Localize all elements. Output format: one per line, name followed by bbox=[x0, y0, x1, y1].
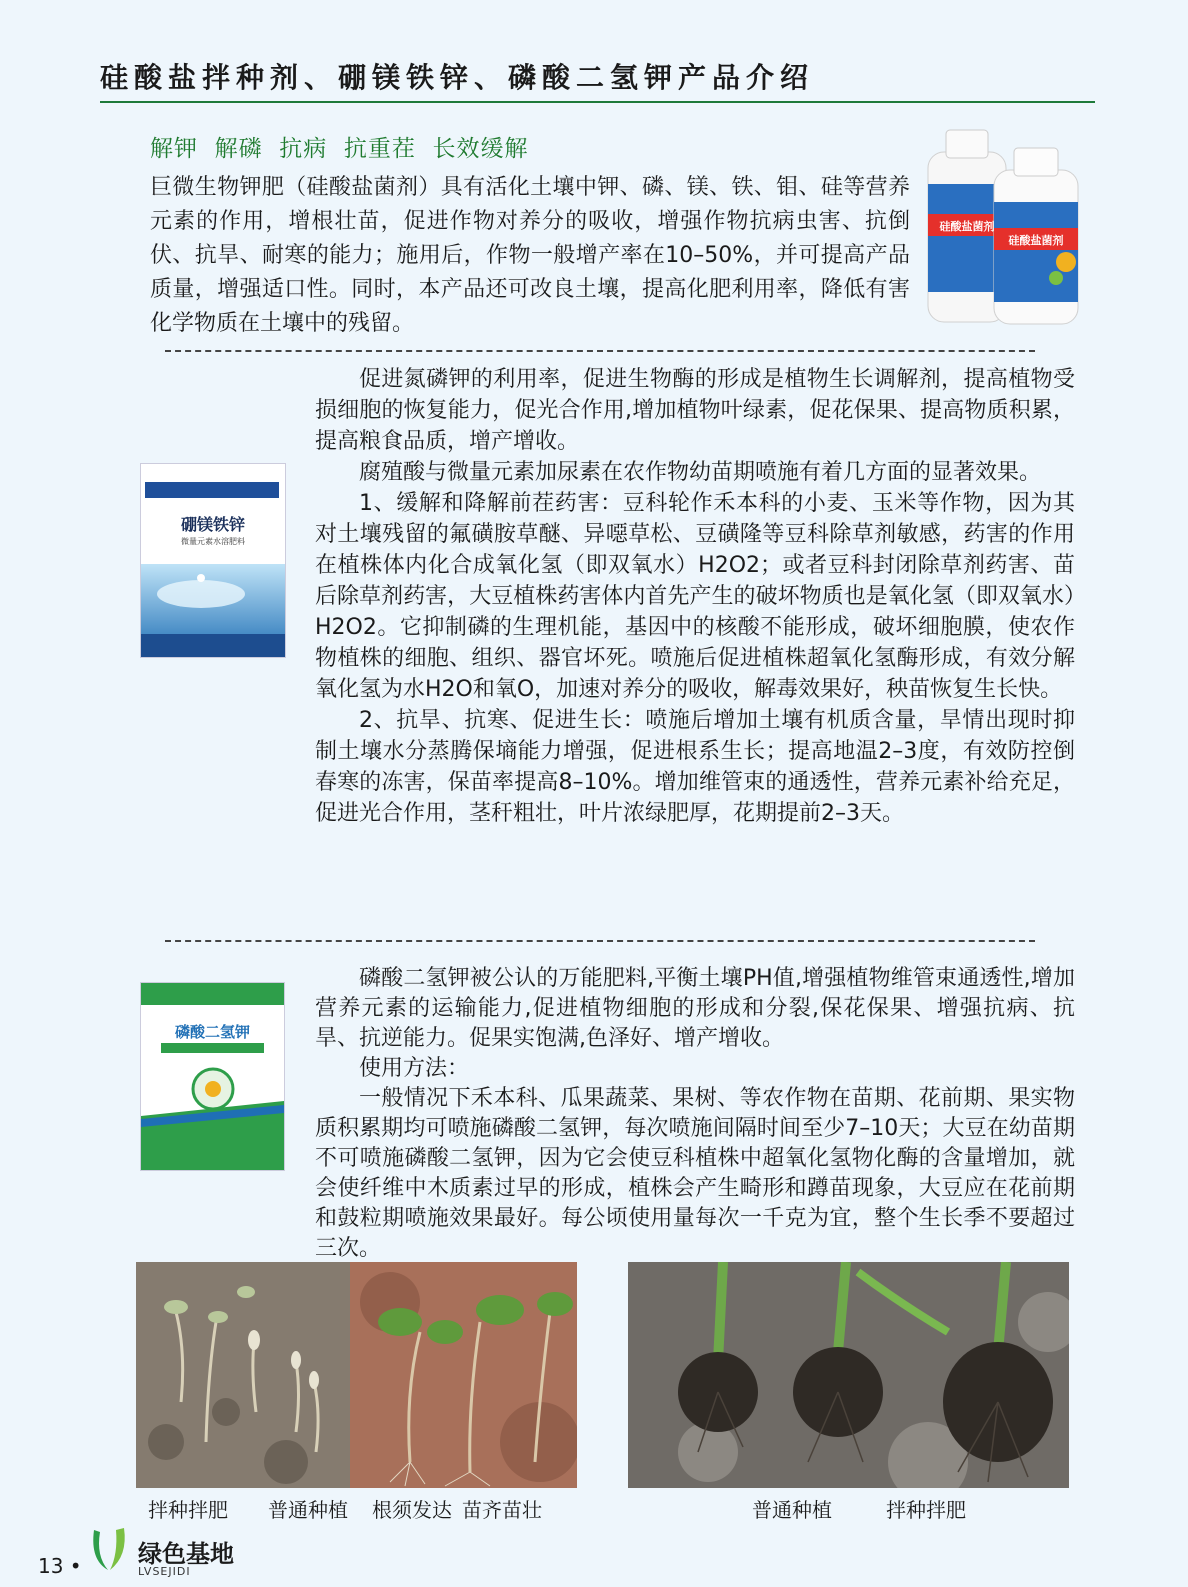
silicate-bottles-image bbox=[922, 122, 1084, 327]
product-box-title: 硼镁铁锌 bbox=[180, 515, 245, 534]
section3-text bbox=[315, 964, 1075, 1264]
section3-paragraph-2: 使用方法： bbox=[359, 1056, 470, 1081]
header-divider bbox=[100, 101, 1095, 103]
divider-2 bbox=[165, 940, 1035, 942]
caption-normal-planting-2: 普通种植 bbox=[752, 1498, 832, 1522]
product-box-subtitle: 微量元素水溶肥料 bbox=[181, 537, 245, 546]
corn-roots-photo bbox=[628, 1262, 1069, 1488]
section1-text bbox=[150, 171, 910, 341]
seedling-soil-photo bbox=[136, 1262, 350, 1488]
boron-magnesium-product-image bbox=[140, 463, 286, 658]
brand-name: 绿色基地 bbox=[138, 1540, 234, 1568]
divider-1 bbox=[165, 350, 1035, 352]
section2-paragraph-1: 促进氮磷钾的利用率，促进生物酶的形成是植物生长调解剂，提高植物受损细胞的恢复能力，促光合作用,增加植物叶绿素，促花保果、提高物质积累，提高粮食品质，增产增收。 bbox=[315, 367, 1075, 454]
brand-name-en: LVSEJIDI bbox=[138, 1565, 191, 1578]
section2-text bbox=[315, 364, 1075, 829]
bottle-label-front: 硅酸盐菌剂 bbox=[1008, 234, 1064, 247]
product-box-title-2: 磷酸二氢钾 bbox=[174, 1023, 250, 1041]
caption-developed-roots: 根须发达 bbox=[372, 1498, 452, 1522]
caption-mixed-seed: 拌种拌肥 bbox=[148, 1498, 228, 1522]
section3-paragraph-1: 磷酸二氢钾被公认的万能肥料,平衡土壤PH值,增强植物维管束通透性,增加营养元素的运输能力,促进植物细胞的形成和分裂,保花保果、增强抗病、抗旱、抗逆能力。促果实饱满,色泽好、增产增收。 bbox=[315, 966, 1075, 1051]
caption-strong-seedlings: 苗齐苗壮 bbox=[462, 1498, 542, 1522]
page-number: 13 • bbox=[38, 1554, 82, 1578]
bottle-label-back: 硅酸盐菌剂 bbox=[939, 220, 995, 233]
section2-paragraph-3: 1、缓解和降解前茬药害：豆科轮作禾本科的小麦、玉米等作物，因为其对土壤残留的氟磺胺草醚、异噁草松、豆磺隆等豆科除草剂敏感，药害的作用在植株体内化合成氧化氢（即双氧水）H2O2；或者豆科封闭除草剂药害、苗后除草剂药害，大豆植株药害体内首先产生的破坏物质也是氧化氢（即双氧水）H2O2。它抑制磷的生理机能，基因中的核酸不能形成，破坏细胞膜，使农作物植株的细胞、组织、器官坏死。喷施后促进植株超氧化氢酶形成，有效分解氧化氢为水H2O和氧O，加速对养分的吸收，解毒效果好，秧苗恢复生长快。 bbox=[315, 491, 1075, 702]
seedling-roots-photo bbox=[350, 1262, 577, 1488]
page-title: 硅酸盐拌种剂、硼镁铁锌、磷酸二氢钾产品介绍 bbox=[100, 61, 815, 94]
section3-paragraph-3: 一般情况下禾本科、瓜果蔬菜、果树、等农作物在苗期、花前期、果实物质积累期均可喷施磷酸二氢钾，每次喷施间隔时间至少7–10天；大豆在幼苗期不可喷施磷酸二氢钾，因为它会使豆科植株中超氧化氢物化酶的含量增加，就会使纤维中木质素过早的形成，植株会产生畸形和蹲苗现象，大豆应在花前期和鼓粒期喷施效果最好。每公顷使用量每次一千克为宜，整个生长季不要超过三次。 bbox=[315, 1086, 1075, 1261]
potassium-phosphate-product-image bbox=[140, 982, 285, 1171]
section1-paragraph: 巨微生物钾肥（硅酸盐菌剂）具有活化土壤中钾、磷、镁、铁、钼、硅等营养元素的作用，增根壮苗，促进作物对养分的吸收，增强作物抗病虫害、抗倒伏、抗旱、耐寒的能力；施用后，作物一般增产率在10–50%，并可提高产品质量，增强适口性。同时，本产品还可改良土壤，提高化肥利用率，降低有害化学物质在土壤中的残留。 bbox=[150, 175, 910, 336]
section2-paragraph-4: 2、抗旱、抗寒、促进生长：喷施后增加土壤有机质含量，旱情出现时抑制土壤水分蒸腾保墒能力增强，促进根系生长；提高地温2–3度，有效防控倒春寒的冻害，保苗率提高8–10%。增加维管束的通透性，营养元素补给充足，促进光合作用，茎秆粗壮，叶片浓绿肥厚，花期提前2–3天。 bbox=[315, 708, 1075, 826]
caption-normal-planting-1: 普通种植 bbox=[268, 1498, 348, 1522]
brand-logo-icon bbox=[88, 1526, 130, 1576]
section2-paragraph-2: 腐殖酸与微量元素加尿素在农作物幼苗期喷施有着几方面的显著效果。 bbox=[359, 460, 1042, 485]
caption-mixed-seed-2: 拌种拌肥 bbox=[886, 1498, 966, 1522]
section1-tagline: 解钾 解磷 抗病 抗重茬 长效缓解 bbox=[150, 136, 529, 162]
